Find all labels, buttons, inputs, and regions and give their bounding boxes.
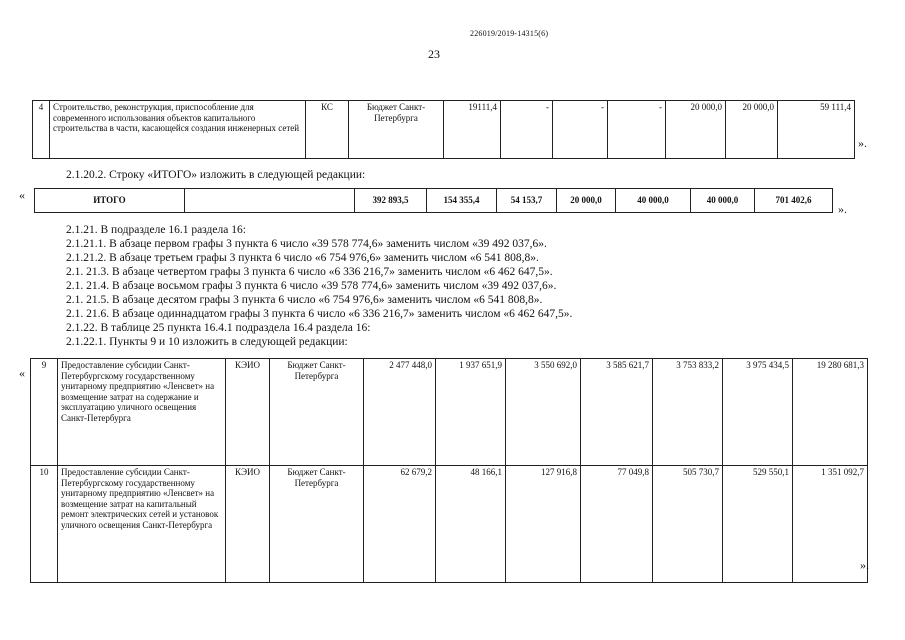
row-source: Бюджет Санкт-Петербурга <box>349 101 444 159</box>
paragraph: 2.1.22.1. Пункты 9 и 10 изложить в следующей редакции: <box>66 336 348 348</box>
paragraph: 2.1. 21.6. В абзаце одиннадцатом графы 3 пункта 6 число «6 336 216,7» заменить числом «6 462 647,5». <box>66 308 573 320</box>
row-value: - <box>608 101 666 159</box>
closing-quote: ». <box>838 202 847 216</box>
itogo-label: ИТОГО <box>35 189 185 213</box>
row-executor: КС <box>306 101 349 159</box>
table-row <box>33 101 855 159</box>
itogo-empty <box>185 189 355 213</box>
row-description: Предоставление субсидии Санкт-Петербургскому государственному унитарному предприятию «Ленсвет» на возмещение затрат на содержание и эксплуатацию уличного освещения Санкт-Петербурга <box>58 359 226 466</box>
row-value: - <box>501 101 553 159</box>
table-row <box>35 189 833 213</box>
document-id: 226019/2019-14315(6) <box>470 29 549 38</box>
row-value: 77 049,8 <box>581 466 653 583</box>
row-value: 3 550 692,0 <box>506 359 581 466</box>
itogo-value: 392 893,5 <box>355 189 427 213</box>
table-row <box>31 359 868 466</box>
row-total: 1 351 092,7 <box>793 466 868 583</box>
itogo-value: 40 000,0 <box>691 189 755 213</box>
itogo-total: 701 402,6 <box>755 189 833 213</box>
row-value: 3 585 621,7 <box>581 359 653 466</box>
row-source: Бюджет Санкт-Петербурга <box>270 466 364 583</box>
closing-quote: ». <box>858 136 867 150</box>
row-total: 19 280 681,3 <box>793 359 868 466</box>
row-value: 529 550,1 <box>723 466 793 583</box>
row-description: Предоставление субсидии Санкт-Петербургскому государственному унитарному предприятию «Ленсвет» на возмещение затрат на капитальный ремонт электрических сетей и установок уличного освещения Санкт-Петербурга <box>58 466 226 583</box>
row-description: Строительство, реконструкция, приспособление для современного использования объектов капитального строительства в части, касающейся создания инженерных сетей <box>50 101 306 159</box>
row-value: 2 477 448,0 <box>364 359 436 466</box>
opening-quote: « <box>19 366 25 380</box>
row-value: 62 679,2 <box>364 466 436 583</box>
itogo-value: 40 000,0 <box>616 189 691 213</box>
paragraph: 2.1.21. В подразделе 16.1 раздела 16: <box>66 224 246 236</box>
row-total: 59 111,4 <box>778 101 855 159</box>
opening-quote: « <box>19 188 25 202</box>
closing-quote: ». <box>860 558 869 572</box>
row-number: 10 <box>31 466 58 583</box>
row-executor: КЭИО <box>226 359 270 466</box>
row-value: 19111,4 <box>444 101 501 159</box>
row-value: 127 916,8 <box>506 466 581 583</box>
row-value: 505 730,7 <box>653 466 723 583</box>
itogo-value: 20 000,0 <box>557 189 616 213</box>
paragraph: 2.1.20.2. Строку «ИТОГО» изложить в следующей редакции: <box>66 169 366 181</box>
table-row4 <box>32 100 855 159</box>
paragraph: 2.1. 21.4. В абзаце восьмом графы 3 пункта 6 число «39 578 774,6» заменить числом «39 492 037,6». <box>66 280 557 292</box>
itogo-value: 154 355,4 <box>427 189 497 213</box>
row-value: 3 753 833,2 <box>653 359 723 466</box>
table-row <box>31 466 868 583</box>
table-25 <box>30 358 868 583</box>
row-value: 1 937 651,9 <box>436 359 506 466</box>
row-number: 9 <box>31 359 58 466</box>
paragraph: 2.1.21.2. В абзаце третьем графы 3 пункта 6 число «6 754 976,6» заменить числом «6 541 808,8». <box>66 252 539 264</box>
row-value: 3 975 434,5 <box>723 359 793 466</box>
row-value: 20 000,0 <box>666 101 726 159</box>
row-source: Бюджет Санкт-Петербурга <box>270 359 364 466</box>
paragraph: 2.1.22. В таблице 25 пункта 16.4.1 подраздела 16.4 раздела 16: <box>66 322 371 334</box>
itogo-value: 54 153,7 <box>497 189 557 213</box>
paragraph: 2.1. 21.3. В абзаце четвертом графы 3 пункта 6 число «6 336 216,7» заменить числом «6 462 647,5». <box>66 266 553 278</box>
row-value: 20 000,0 <box>726 101 778 159</box>
row-executor: КЭИО <box>226 466 270 583</box>
page-number: 23 <box>428 47 440 61</box>
table-itogo <box>34 188 833 213</box>
row-value: - <box>553 101 608 159</box>
paragraph: 2.1. 21.5. В абзаце десятом графы 3 пункта 6 число «6 754 976,6» заменить числом «6 541 808,8». <box>66 294 543 306</box>
paragraph: 2.1.21.1. В абзаце первом графы 3 пункта 6 число «39 578 774,6» заменить числом «39 492 037,6». <box>66 238 547 250</box>
row-value: 48 166,1 <box>436 466 506 583</box>
row-number: 4 <box>33 101 50 159</box>
